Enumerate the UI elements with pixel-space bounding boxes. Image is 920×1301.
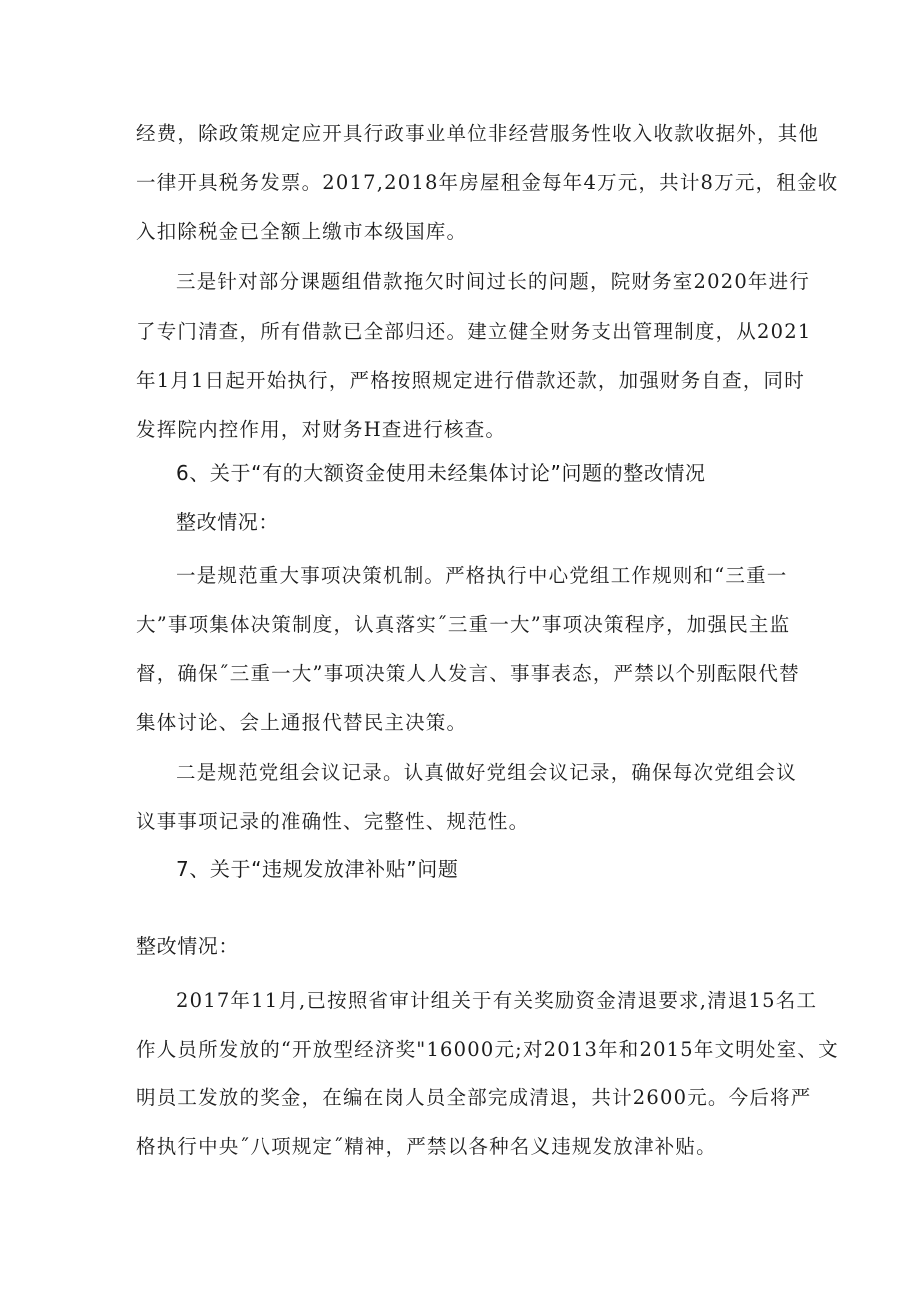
paragraph-line: 一是规范重大事项决策机制。严格执行中心党组工作规则和“三重一 — [176, 564, 788, 587]
paragraph-line: 入扣除税金已全额上缴市本级国库。 — [136, 220, 468, 243]
paragraph-line: 三是针对部分课题组借款拖欠时间过长的问题，院财务室2020年进行 — [176, 270, 811, 293]
paragraph-line: 大”事项集体决策制度，认真落实˝三重一大”事项决策程序，加强民主监 — [136, 613, 791, 636]
paragraph-line: 二是规范党组会议记录。认真做好党组会议记录，确保每次党组会议 — [176, 761, 798, 784]
section-7-subheading: 整改情况： — [136, 934, 239, 958]
paragraph-line: 一律开具税务发票。2017,2018年房屋租金每年4万元，共计8万元，租金收 — [136, 171, 839, 194]
paragraph-line: 了专门清查，所有借款已全部归还。建立健全财务支出管理制度，从2021 — [136, 320, 812, 343]
paragraph-line: 发挥院内控作用，对财务H查进行核查。 — [136, 418, 507, 441]
paragraph-line: 2017年11月,已按照省审计组关于有关奖励资金清退要求,清退15名工 — [176, 989, 818, 1012]
paragraph-line: 集体讨论、会上通报代替民主决策。 — [136, 711, 468, 734]
section-7-heading: 7、关于“违规发放津补贴”问题 — [176, 857, 459, 881]
paragraph-line: 年1月1日起开始执行，严格按照规定进行借款还款，加强财务自查，同时 — [136, 369, 805, 392]
paragraph-line: 议事事项记录的准确性、完整性、规范性。 — [136, 810, 530, 833]
section-6-heading: 6、关于“有的大额资金使用未经集体讨论”问题的整改情况 — [176, 461, 706, 485]
paragraph-line: 作人员所发放的“开放型经济奖"16000元;对2013年和2015年文明处室、文 — [136, 1038, 839, 1061]
section-6-subheading: 整改情况： — [176, 510, 279, 534]
paragraph-line: 明员工发放的奖金，在编在岗人员全部完成清退，共计2600元。今后将严 — [136, 1086, 812, 1109]
paragraph-line: 格执行中央˝八项规定˝精神，严禁以各种名义违规发放津补贴。 — [136, 1135, 717, 1158]
paragraph-line: 经费，除政策规定应开具行政事业单位非经营服务性收入收款收据外，其他 — [136, 122, 820, 145]
paragraph-line: 督，确保˝三重一大”事项决策人人发言、事事表态，严禁以个别酝限代替 — [136, 662, 800, 685]
